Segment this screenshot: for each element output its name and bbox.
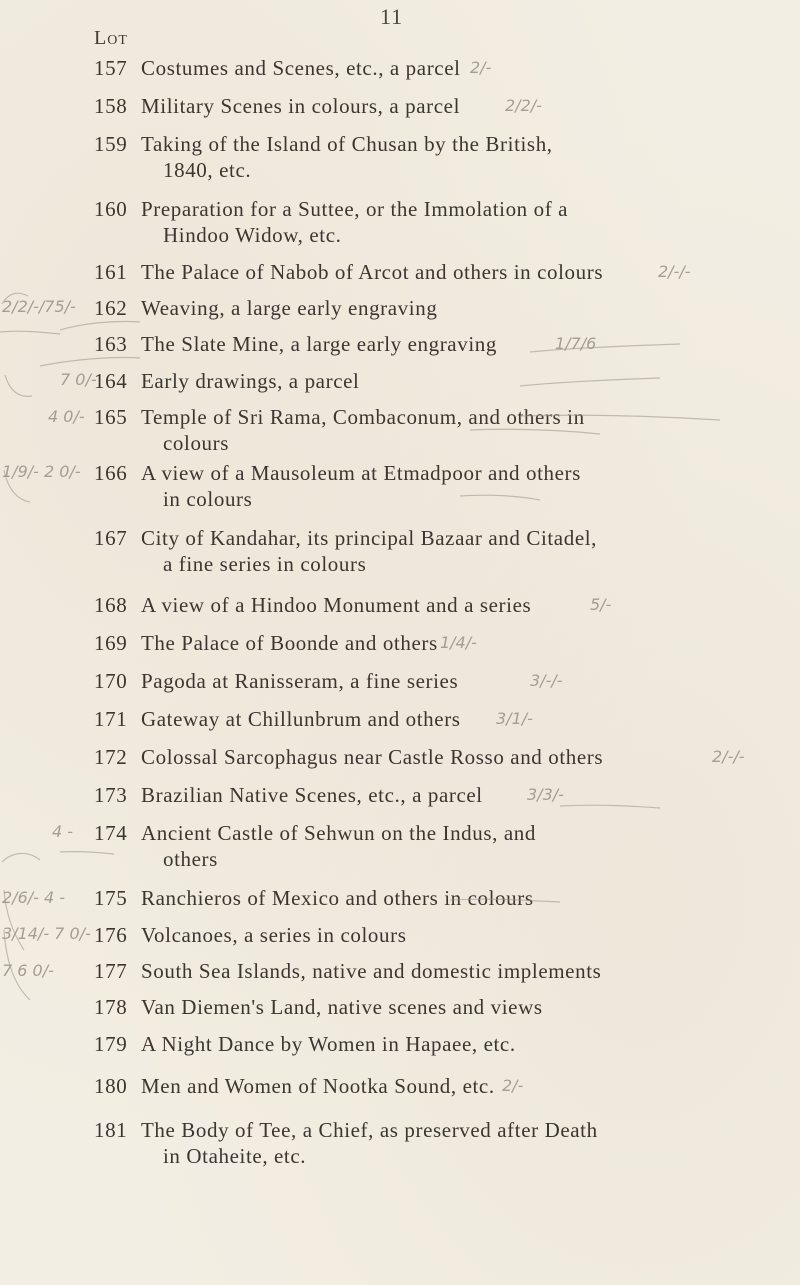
lot-description-line2: others [163, 847, 218, 871]
lot-number: 168 [94, 593, 128, 617]
pencil-price-note: 2/- [502, 1076, 524, 1095]
lot-description-line1: Preparation for a Suttee, or the Immolation of a [141, 197, 569, 221]
pencil-price-note: 2/2/- [505, 96, 542, 115]
pencil-price-note: 4 - [52, 822, 74, 841]
pencil-price-note: 2/- [470, 58, 492, 77]
pencil-stroke [470, 429, 600, 434]
lot-description-line1: A view of a Mausoleum at Etmadpoor and others [141, 461, 581, 485]
lot-number: 161 [94, 260, 128, 284]
pencil-bracket [2, 853, 40, 862]
pencil-stroke [520, 415, 720, 420]
lot-column-heading: Lot [94, 27, 128, 49]
lot-number: 174 [94, 821, 128, 845]
lot-description-line2: 1840, etc. [163, 158, 252, 182]
lot-description: Pagoda at Ranisseram, a fine series [141, 669, 459, 693]
pencil-stroke [460, 495, 540, 500]
lot-description: Van Diemen's Land, native scenes and views [141, 995, 543, 1019]
lot-number: 158 [94, 94, 128, 118]
lot-number: 162 [94, 296, 128, 320]
lot-description: The Palace of Boonde and others [141, 631, 438, 655]
lot-number: 166 [94, 461, 128, 485]
lot-description: Brazilian Native Scenes, etc., a parcel [141, 783, 483, 807]
page-number: 11 [380, 4, 404, 29]
lot-number: 176 [94, 923, 128, 947]
lot-number: 181 [94, 1118, 128, 1142]
lot-description-line1: Temple of Sri Rama, Combaconum, and others in [141, 405, 585, 429]
pencil-price-note: 2/-/- [658, 262, 691, 281]
lot-number: 173 [94, 783, 128, 807]
lot-description-line2: in Otaheite, etc. [163, 1144, 307, 1168]
pencil-price-note: 3/-/- [530, 671, 563, 690]
pencil-underline [60, 321, 140, 330]
lot-description-line1: The Body of Tee, a Chief, as preserved after Death [141, 1118, 598, 1142]
lot-description: Costumes and Scenes, etc., a parcel [141, 56, 461, 80]
pencil-price-note: 1/4/- [440, 633, 477, 652]
pencil-stroke [560, 805, 660, 808]
lot-description: South Sea Islands, native and domestic implements [141, 959, 602, 983]
lot-number: 167 [94, 526, 128, 550]
pencil-bracket [4, 930, 30, 1000]
lot-number: 160 [94, 197, 128, 221]
lot-description-line2: colours [163, 431, 230, 455]
lot-description: Volcanoes, a series in colours [141, 923, 407, 947]
lot-description: A Night Dance by Women in Hapaee, etc. [141, 1032, 516, 1056]
pencil-stroke [450, 899, 560, 902]
lot-description-line1: Ancient Castle of Sehwun on the Indus, and [141, 821, 536, 845]
pencil-price-note: 2/2/-/75/- [2, 297, 76, 316]
pencil-bracket [5, 375, 32, 396]
pencil-stroke [520, 378, 660, 386]
lot-number: 163 [94, 332, 128, 356]
lot-number: 159 [94, 132, 128, 156]
pencil-bracket [4, 470, 30, 502]
lot-description: Military Scenes in colours, a parcel [141, 94, 461, 118]
lot-number: 169 [94, 631, 128, 655]
pencil-price-note: 3/14/- 7 0/- [2, 924, 91, 943]
lot-description: Weaving, a large early engraving [141, 296, 438, 320]
lot-description: Gateway at Chillunbrum and others [141, 707, 461, 731]
pencil-price-note: 2/-/- [712, 747, 745, 766]
lot-description: Colossal Sarcophagus near Castle Rosso and others [141, 745, 604, 769]
lot-number: 175 [94, 886, 128, 910]
pencil-price-note: 7 0/- [60, 370, 97, 389]
lot-number: 179 [94, 1032, 128, 1056]
pencil-stroke [60, 852, 114, 854]
pencil-underline [40, 357, 140, 366]
pencil-price-note: 3/3/- [527, 785, 564, 804]
pencil-bracket [4, 890, 24, 950]
lot-number: 165 [94, 405, 128, 429]
lot-description-line2: Hindoo Widow, etc. [163, 223, 342, 247]
lot-description: The Palace of Nabob of Arcot and others in colours [141, 260, 604, 284]
lot-number: 180 [94, 1074, 128, 1098]
lot-number: 172 [94, 745, 128, 769]
pencil-price-note: 4 0/- [48, 407, 85, 426]
pencil-price-note: 1/7/6 [555, 334, 597, 353]
lot-description: The Slate Mine, a large early engraving [141, 332, 497, 356]
lot-description-line1: City of Kandahar, its principal Bazaar and Citadel, [141, 526, 598, 550]
lot-description-line2: a fine series in colours [163, 552, 367, 576]
pencil-bracket [2, 293, 28, 304]
pencil-stroke [530, 344, 680, 352]
pencil-price-note: 3/1/- [496, 709, 533, 728]
lot-number: 177 [94, 959, 128, 983]
lot-description: Ranchieros of Mexico and others in colours [141, 886, 534, 910]
lot-number: 171 [94, 707, 128, 731]
lot-description: A view of a Hindoo Monument and a series [141, 593, 532, 617]
lot-number: 178 [94, 995, 128, 1019]
lot-description: Men and Women of Nootka Sound, etc. [141, 1074, 495, 1098]
lot-description-line1: Taking of the Island of Chusan by the British, [141, 132, 553, 156]
lot-number: 157 [94, 56, 128, 80]
lot-number: 170 [94, 669, 128, 693]
pencil-price-note: 2/6/- 4 - [2, 888, 66, 907]
pencil-price-note: 7 6 0/- [2, 961, 54, 980]
pencil-price-note: 5/- [590, 595, 612, 614]
lot-description-line2: in colours [163, 487, 253, 511]
lot-description: Early drawings, a parcel [141, 369, 360, 393]
pencil-price-note: 1/9/- 2 0/- [2, 462, 81, 481]
lot-number: 164 [94, 369, 128, 393]
pencil-underline [0, 331, 60, 334]
